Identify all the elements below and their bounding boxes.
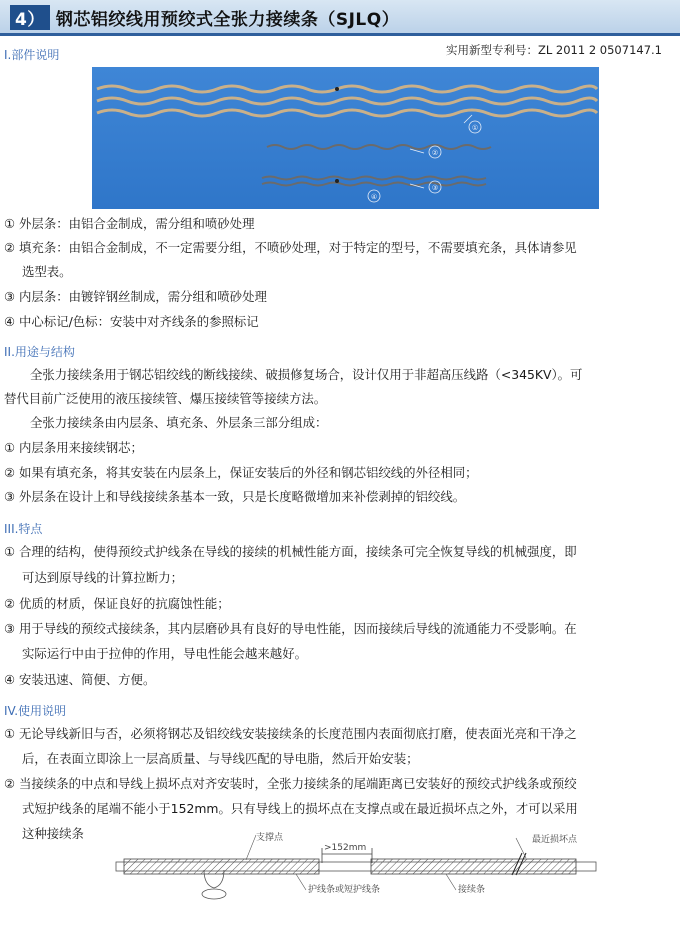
photo-label-1: ① <box>471 124 479 132</box>
feature-item-1-cont: 可达到原导线的计算拉断力； <box>22 570 184 585</box>
use-para-2: 全张力接续条由内层条、填充条、外层条三部分组成： <box>30 415 328 430</box>
installation-diagram <box>96 830 606 925</box>
patent-number: 实用新型专利号：ZL 2011 2 0507147.1 <box>445 43 662 57</box>
use-item-3: ③ 外层条在设计上和导线接续条基本一致，只是长度略微增加来补偿剥掉的铝绞线。 <box>4 489 466 504</box>
feature-item-4: ④ 安装迅速、简便、方便。 <box>4 672 156 687</box>
label-distance: >152mm <box>324 843 367 853</box>
use-para-1: 全张力接续条用于钢芯铝绞线的断线接续、破损修复场合，设计仅用于非超高压线路（<345KV）。可 <box>30 367 583 382</box>
parts-item-3: ③ 内层条：由镀锌钢丝制成，需分组和喷砂处理 <box>4 289 267 304</box>
title-underline <box>0 33 680 36</box>
usage-item-1-cont: 后，在表面立即涂上一层高质量、与导线匹配的导电脂，然后开始安装； <box>22 751 419 766</box>
heading-features: III.特点 <box>4 522 43 536</box>
product-photo-drawing <box>92 67 599 209</box>
title-text: 钢芯铝绞线用预绞式全张力接续条（SJLQ） <box>55 10 400 30</box>
product-photo <box>92 67 599 209</box>
photo-label-3: ③ <box>431 184 439 192</box>
use-para-1-cont: 替代目前广泛使用的液压接续管、爆压接续管等接续方法。 <box>4 391 327 406</box>
use-item-2: ② 如果有填充条，将其安装在内层条上，保证安装后的外径和钢芯铝绞线的外径相同； <box>4 465 478 480</box>
label-support-point: 支撑点 <box>256 833 284 843</box>
heading-use: II.用途与结构 <box>4 345 75 359</box>
title-bar <box>0 0 680 36</box>
feature-item-3-cont: 实际运行中由于拉伸的作用，导电性能会越来越好。 <box>22 646 307 661</box>
label-nearest-damage: 最近损坏点 <box>532 835 578 845</box>
usage-item-2: ② 当接续条的中点和导线上损坏点对齐安装时，全张力接续条的尾端距离已安装好的预绞式护线条或预绞 <box>4 776 577 791</box>
feature-item-2: ② 优质的材质，保证良好的抗腐蚀性能； <box>4 596 230 611</box>
use-item-1: ① 内层条用来接续钢芯； <box>4 440 143 455</box>
usage-item-1: ① 无论导线新旧与否，必须将钢芯及铝绞线安装接续条的长度范围内表面彻底打磨，使表面光亮和干净之 <box>4 726 577 741</box>
feature-item-3: ③ 用于导线的预绞式接续条，其内层磨砂具有良好的导电性能，因而接续后导线的流通能力不受影响。在 <box>4 621 577 636</box>
usage-item-2-cont2: 这种接续条 <box>22 826 84 841</box>
parts-item-4: ④ 中心标记/色标：安装中对齐线条的参照标记 <box>4 314 259 329</box>
photo-label-4: ④ <box>370 193 378 201</box>
installation-diagram-drawing <box>96 830 606 925</box>
heading-parts: I.部件说明 <box>4 48 60 62</box>
heading-usage: IV.使用说明 <box>4 704 67 718</box>
feature-item-1: ① 合理的结构，使得预绞式护线条在导线的接续的机械性能方面，接续条可完全恢复导线的机械强度，即 <box>4 544 577 559</box>
section-number: 4） <box>10 5 50 30</box>
photo-label-2: ② <box>431 149 439 157</box>
label-armor-rod: 护线条或短护线条 <box>308 885 381 895</box>
parts-item-2-cont: 选型表。 <box>22 264 72 279</box>
parts-item-2: ② 填充条：由铝合金制成，不一定需要分组，不喷砂处理，对于特定的型号，不需要填充条，具体请参见 <box>4 240 577 255</box>
usage-item-2-cont: 式短护线条的尾端不能小于152mm。只有导线上的损坏点在支撑点或在最近损坏点之外，才可以采用 <box>22 801 578 816</box>
parts-item-1: ① 外层条：由铝合金制成，需分组和喷砂处理 <box>4 216 255 231</box>
label-splice: 接续条 <box>458 885 486 895</box>
page-title <box>10 5 399 30</box>
